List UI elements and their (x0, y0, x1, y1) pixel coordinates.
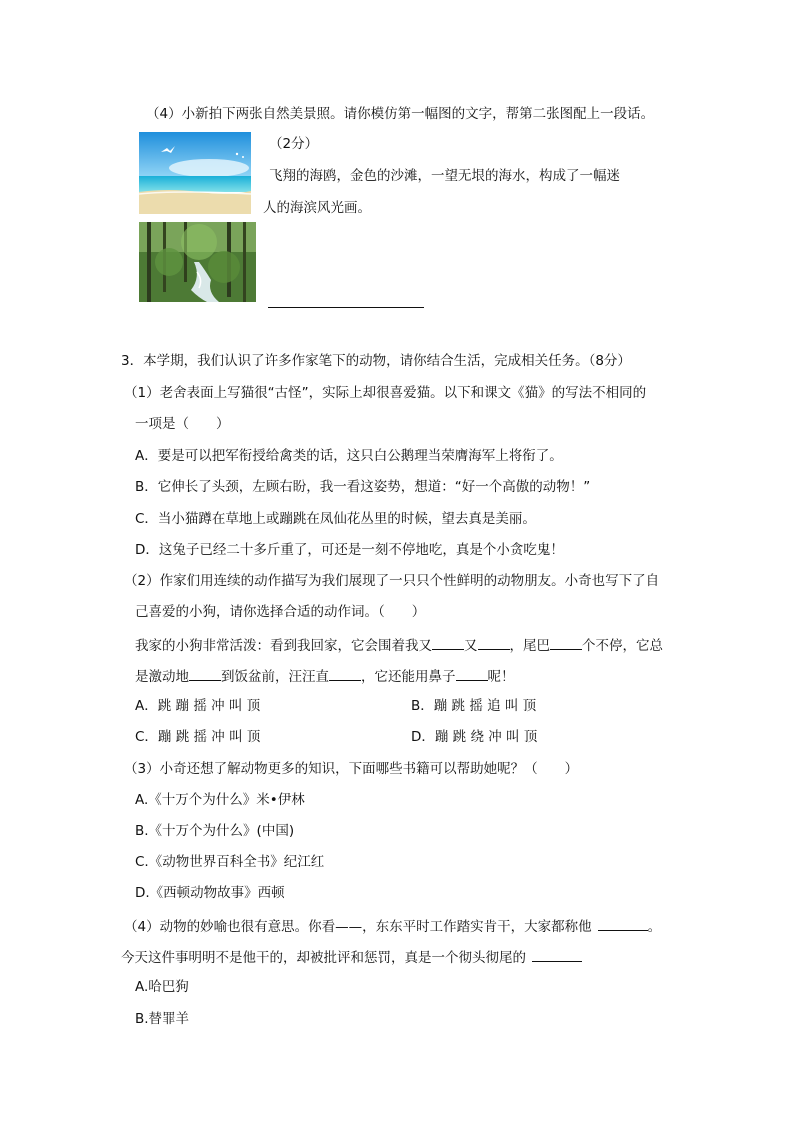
q3-4-option-b[interactable]: B.替罪羊 (135, 1011, 190, 1027)
q3-1-line1: （1）老舍表面上写猫很“古怪”，实际上却很喜爱猫。以下和课文《猫》的写法不相同的 (124, 385, 647, 401)
fill-blank-1[interactable] (432, 635, 464, 650)
q3-2-paragraph-line2 (135, 666, 515, 686)
q3-3-option-c[interactable]: C.《动物世界百科全书》纪江红 (135, 854, 325, 870)
q3-4-option-a[interactable]: A.哈巴狗 (135, 979, 189, 995)
q3-2-option-d[interactable]: D．蹦 跳 绕 冲 叫 顶 (411, 729, 538, 745)
answer-line[interactable] (268, 307, 424, 308)
q3-4-line2 (121, 947, 582, 967)
q2-4-prompt: （4）小新拍下两张自然美景照。请你模仿第一幅图的文字，帮第二张图配上一段话。 (146, 106, 655, 122)
q3-1-line2: 一项是（ ） (135, 416, 230, 432)
para-text: ，尾巴 (509, 638, 550, 654)
q3-2-option-c[interactable]: C．蹦 跳 摇 冲 叫 顶 (135, 729, 261, 745)
para-text: 我家的小狗非常活泼：看到我回家，它会围着我又 (135, 638, 432, 654)
q3-title: 3．本学期，我们认识了许多作家笔下的动物，请你结合生活，完成相关任务。（8分） (121, 353, 631, 369)
q3-1-option-d[interactable]: D．这兔子已经二十多斤重了，可还是一刻不停地吃，真是个小贪吃鬼！ (135, 542, 564, 558)
para-text: ，它还能用鼻子 (361, 669, 456, 685)
q3-2-line1: （2）作家们用连续的动作描写为我们展现了一只只个性鲜明的动物朋友。小奇也写下了自 (124, 573, 660, 589)
fill-blank-4[interactable] (189, 666, 221, 681)
q3-4-text: （4）动物的妙喻也很有意思。你看——，东东平时工作踏实肯干，大家都称他 (124, 919, 592, 935)
q3-4-line1 (124, 916, 661, 936)
q3-3-option-d[interactable]: D.《西顿动物故事》西顿 (135, 885, 285, 901)
q3-1-option-b[interactable]: B．它伸长了头颈，左顾右盼，我一看这姿势，想道：“好一个高傲的动物！” (135, 479, 591, 495)
q3-1-option-c[interactable]: C．当小猫蹲在草地上或蹦跳在凤仙花丛里的时候，望去真是美丽。 (135, 511, 536, 527)
q3-2-option-a[interactable]: A．跳 蹦 摇 冲 叫 顶 (135, 698, 261, 714)
sample-text-line2: 人的海滨风光画。 (263, 200, 371, 216)
para-text: 是激动地 (135, 669, 189, 685)
fill-blank-8[interactable] (532, 947, 582, 962)
q3-3-option-b[interactable]: B.《十万个为什么》(中国) (135, 823, 295, 839)
q3-1-option-a[interactable]: A．要是可以把军衔授给禽类的话，这只白公鹅理当荣膺海军上将衔了。 (135, 448, 563, 464)
fill-blank-3[interactable] (550, 635, 582, 650)
para-text: 个不停，它总 (582, 638, 663, 654)
q3-3-option-a[interactable]: A.《十万个为什么》米•伊林 (135, 792, 305, 808)
fill-blank-7[interactable] (598, 916, 648, 931)
q3-4-end: 。 (647, 919, 662, 935)
q2-4-score: （2分） (269, 136, 319, 152)
fill-blank-2[interactable] (478, 635, 510, 650)
q3-2-line2: 己喜爱的小狗，请你选择合适的动作词。（ ） (135, 604, 426, 620)
fill-blank-6[interactable] (456, 666, 488, 681)
para-text: 又 (464, 638, 478, 654)
para-text: 呢！ (487, 669, 515, 685)
sample-text-line1: 飞翔的海鸥，金色的沙滩，一望无垠的海水，构成了一幅迷 (269, 168, 620, 184)
q3-3-line1: （3）小奇还想了解动物更多的知识，下面哪些书籍可以帮助她呢？（ ） (124, 761, 579, 777)
fill-blank-5[interactable] (329, 666, 361, 681)
beach-photo (139, 132, 251, 214)
forest-stream-photo (139, 222, 256, 302)
q3-4-text: 今天这件事明明不是他干的，却被批评和惩罚，真是一个彻头彻尾的 (121, 950, 526, 966)
para-text: 到饭盆前，汪汪直 (221, 669, 329, 685)
q3-2-paragraph-line1 (135, 635, 663, 655)
q3-2-option-b[interactable]: B．蹦 跳 摇 追 叫 顶 (411, 698, 537, 714)
